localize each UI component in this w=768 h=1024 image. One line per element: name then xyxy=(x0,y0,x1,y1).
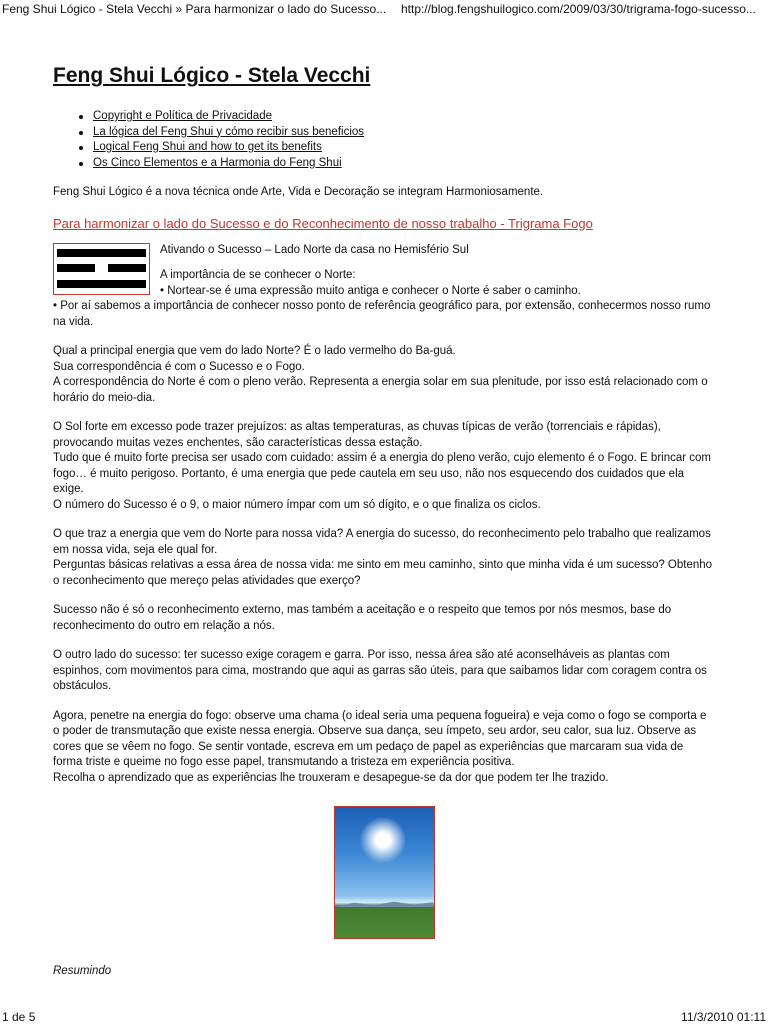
sun-icon xyxy=(360,817,406,863)
summary-label: Resumindo xyxy=(53,965,112,977)
nav-link-copyright[interactable]: Copyright e Política de Privacidade xyxy=(93,110,272,122)
text-line: Tudo que é muito forte precisa ser usado com cuidado: assim é a energia do pleno verão, cujo elemento é o Fogo. E brincar com fogo… é muito perigoso. Portanto, é uma energia que pede cautela em seu uso, não nos esquecendo dos cuidados que ela exige. xyxy=(53,452,711,495)
sun-sky-photo xyxy=(334,806,435,939)
trigram-section xyxy=(53,243,715,300)
nav-link-logical-en[interactable]: Logical Feng Shui and how to get its benefits xyxy=(93,141,322,153)
nav-item xyxy=(79,156,715,172)
page-content xyxy=(53,62,715,980)
print-footer-datetime: 11/3/2010 01:11 xyxy=(681,1010,766,1024)
print-header-url[interactable]: http://blog.fengshuilogico.com/2009/03/30/trigrama-fogo-sucesso... xyxy=(401,2,756,16)
text-line: O número do Sucesso é o 9, o maior número ímpar com um só dígito, e o que finaliza os ciclos. xyxy=(53,498,541,511)
page-nav-list xyxy=(79,109,715,171)
paragraph-sucesso-externo: Sucesso não é só o reconhecimento externo, mas também a aceitação e o respeito que temos por nós mesmos, base do reconhecimento do outro em relação a nós. xyxy=(53,604,672,632)
post-title-link[interactable]: Para harmonizar o lado do Sucesso e do Reconhecimento de nosso trabalho - Trigrama Fogo xyxy=(53,215,593,231)
nav-item xyxy=(79,109,715,125)
fire-trigram-icon xyxy=(53,243,150,295)
bullet-referencia: • Por aí sabemos a importância de conhecer nosso ponto de referência geográfico para, por extensão, conhecermos nosso rumo na vida. xyxy=(53,300,711,328)
importance-heading: A importância de se conhecer o Norte: xyxy=(160,269,356,281)
bullet-nortear: • Nortear-se é uma expressão muito antiga e conhecer o Norte é saber o caminho. xyxy=(160,284,581,297)
paragraph-energia-fogo xyxy=(53,709,715,787)
site-title-link[interactable]: Feng Shui Lógico - Stela Vecchi xyxy=(53,64,371,87)
paragraph-outro-lado: O outro lado do sucesso: ter sucesso exige coragem e garra. Por isso, nessa área são até aconselháveis as plantas com espinhos, com movimentos para cima, mostrando que aqui as garras são úteis, para que saibamos lidar com coragem contra os obstáculos. xyxy=(53,649,707,692)
nav-item xyxy=(79,140,715,156)
print-header-title: Feng Shui Lógico - Stela Vecchi » Para harmonizar o lado do Sucesso... xyxy=(2,2,387,16)
text-line: Sua correspondência é com o Sucesso e o Fogo. xyxy=(53,360,305,373)
text-line: Perguntas básicas relativas a essa área de nossa vida: me sinto em meu caminho, sinto que minha vida é um sucesso? Obtenho o reconhecimento que mereço pelas atividades que exerço? xyxy=(53,559,713,587)
nav-link-cinco-elementos[interactable]: Os Cinco Elementos e a Harmonia do Feng Shui xyxy=(93,156,342,169)
text-line: O que traz a energia que vem do Norte para nossa vida? A energia do sucesso, do reconhecimento pelo trabalho que realizamos em nossa vida, seja ele qual for. xyxy=(53,528,711,556)
nav-item xyxy=(79,125,715,141)
print-footer-page-counter: 1 de 5 xyxy=(2,1010,36,1024)
nav-link-logica-es[interactable]: La lógica del Feng Shui y cómo recibir sus beneficios xyxy=(93,125,365,138)
text-line: Agora, penetre na energia do fogo: observe uma chama (o ideal seria uma pequena fogueira) e veja como o fogo se comporta e o poder de transmutação que existe nessa energia. Observe sua dança, seu ímpeto, seu ardor, seu calor, sua luz. Observe as cores que se vêem no fogo. Se sentir vontade, escreva em um pedaço de papel as experiências que marcaram sua vida de forma triste e queime no fogo esse papel, transmutando a tristeza em experiência positiva. xyxy=(53,709,707,768)
paragraph-sol-forte xyxy=(53,420,715,513)
paragraph-energia-norte xyxy=(53,344,715,406)
text-line: O Sol forte em excesso pode trazer prejuízos: as altas temperaturas, as chuvas típicas de verão (torrenciais e rápidas), provocando muitas vezes enchentes, são características dessa estação. xyxy=(53,421,661,449)
text-line: A correspondência do Norte é com o pleno verão. Representa a energia solar em sua plenitude, por isso está relacionado com o horário do meio-dia. xyxy=(53,376,708,404)
paragraph-energia-vida xyxy=(53,527,715,589)
text-line: Recolha o aprendizado que as experiências lhe trouxeram e desapegue-se da dor que podem ter lhe trazido. xyxy=(53,771,609,784)
site-intro: Feng Shui Lógico é a nova técnica onde Arte, Vida e Decoração se integram Harmoniosamente. xyxy=(53,186,544,198)
text-line: Qual a principal energia que vem do lado Norte? É o lado vermelho do Ba-guá. xyxy=(53,345,456,357)
trigram-caption: Ativando o Sucesso – Lado Norte da casa no Hemisfério Sul xyxy=(160,243,469,256)
